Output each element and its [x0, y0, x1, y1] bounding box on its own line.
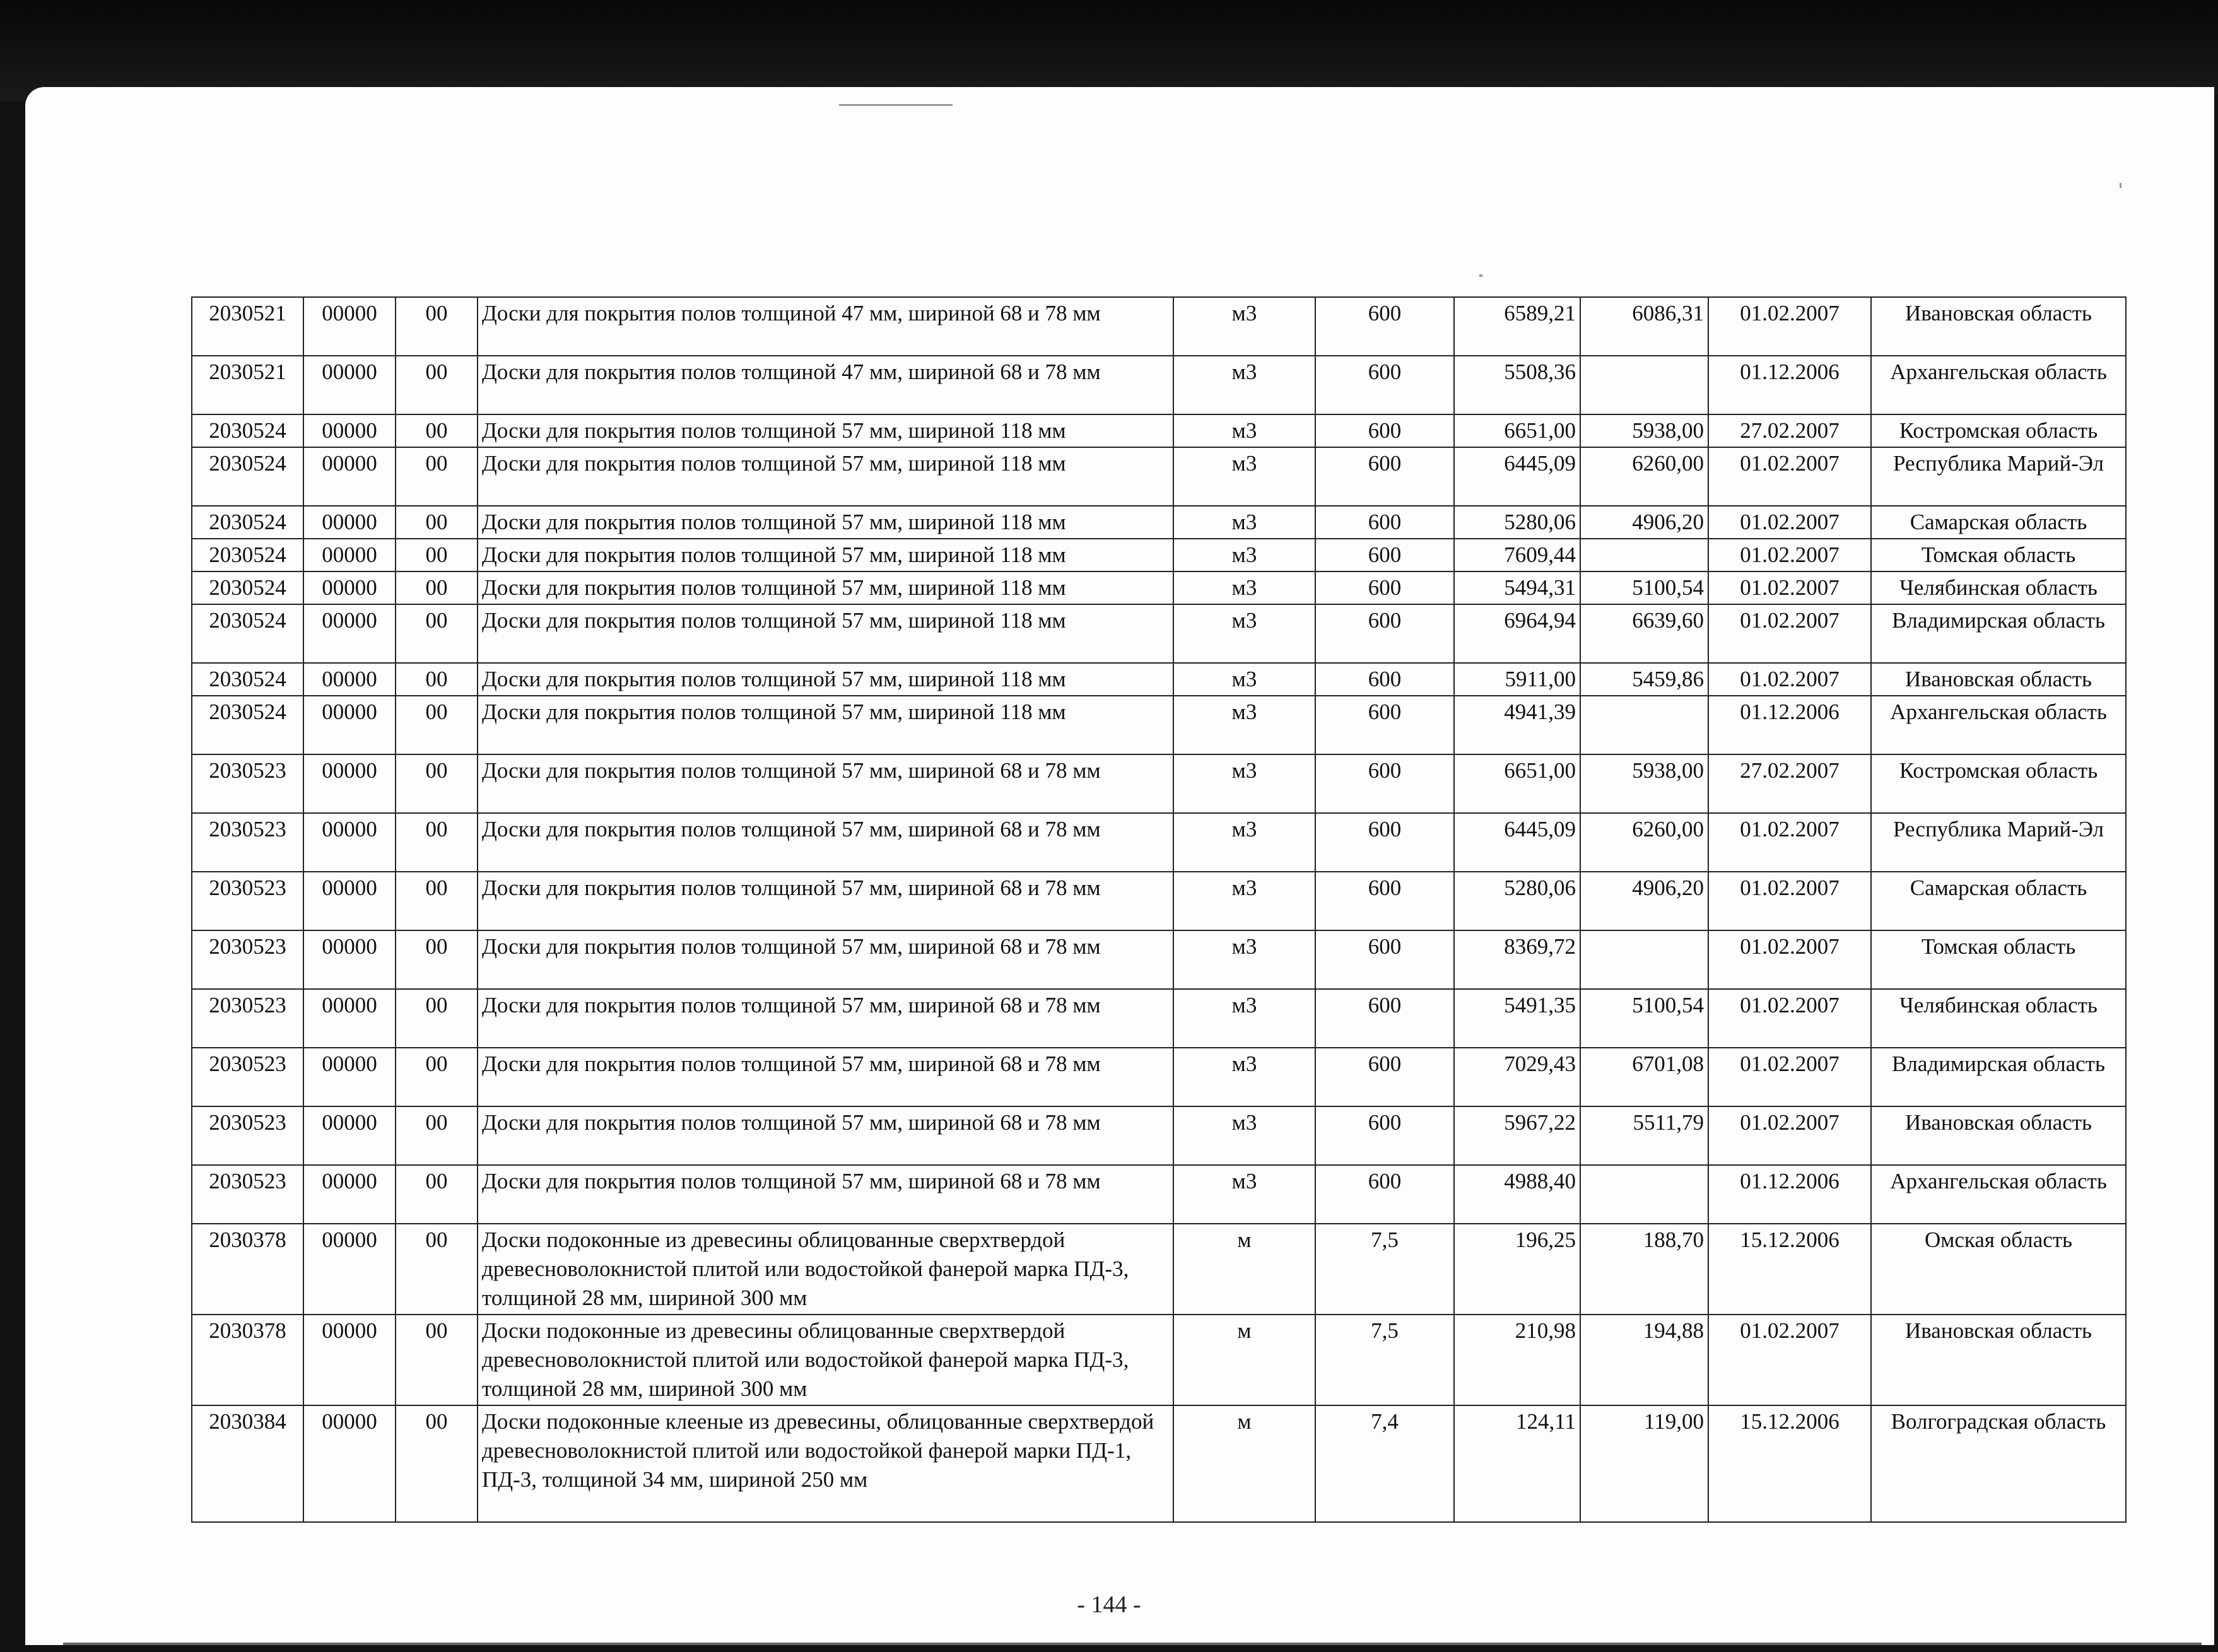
code-cell: 2030523: [192, 989, 303, 1048]
unit-cell: м3: [1173, 447, 1315, 506]
unit-cell: м: [1173, 1315, 1315, 1405]
region-cell: Ивановская область: [1871, 1315, 2126, 1405]
date-cell: 01.02.2007: [1708, 297, 1871, 356]
subcode2-cell: 00: [396, 539, 478, 571]
code-cell: 2030521: [192, 297, 303, 356]
price-cell: 6651,00: [1454, 754, 1580, 813]
price-cell: [1580, 930, 1708, 989]
region-cell: Архангельская область: [1871, 696, 2126, 754]
subcode2-cell: 00: [396, 872, 478, 930]
price-cell: 6445,09: [1454, 447, 1580, 506]
table-row: [192, 1165, 2126, 1224]
subcode2-cell: 00: [396, 447, 478, 506]
quantity-cell: 600: [1315, 447, 1454, 506]
table-row: [192, 447, 2126, 506]
subcode-cell: 00000: [303, 930, 396, 989]
price-cell: 6260,00: [1580, 447, 1708, 506]
table-row: [192, 696, 2126, 754]
quantity-cell: 600: [1315, 754, 1454, 813]
table-row: [192, 663, 2126, 696]
price-cell: 4906,20: [1580, 506, 1708, 539]
region-cell: Ивановская область: [1871, 1106, 2126, 1165]
price-cell: 5100,54: [1580, 571, 1708, 604]
price-cell: 7029,43: [1454, 1048, 1580, 1106]
subcode2-cell: 00: [396, 754, 478, 813]
subcode2-cell: 00: [396, 989, 478, 1048]
description-cell: Доски подоконные из древесины облицованные сверхтвердой древесноволокнистой плитой или водостойкой фанерой марка ПД-3, толщиной 28 мм, шириной 300 мм: [478, 1315, 1173, 1405]
table-row: [192, 1106, 2126, 1165]
subcode2-cell: 00: [396, 930, 478, 989]
description-cell: Доски для покрытия полов толщиной 57 мм, шириной 68 и 78 мм: [478, 1048, 1173, 1106]
subcode2-cell: 00: [396, 1405, 478, 1522]
code-cell: 2030523: [192, 813, 303, 872]
code-cell: 2030524: [192, 447, 303, 506]
price-cell: 5938,00: [1580, 414, 1708, 447]
code-cell: 2030521: [192, 356, 303, 414]
subcode2-cell: 00: [396, 506, 478, 539]
description-cell: Доски для покрытия полов толщиной 57 мм, шириной 68 и 78 мм: [478, 872, 1173, 930]
price-cell: 5938,00: [1580, 754, 1708, 813]
description-cell: Доски подоконные клееные из древесины, облицованные сверхтвердой древесноволокнистой плитой или водостойкой фанерой марки ПД-1, ПД-3, толщиной 34 мм, шириной 250 мм: [478, 1405, 1173, 1522]
quantity-cell: 600: [1315, 813, 1454, 872]
description-cell: Доски для покрытия полов толщиной 57 мм, шириной 68 и 78 мм: [478, 930, 1173, 989]
table-row: [192, 1048, 2126, 1106]
price-cell: 7609,44: [1454, 539, 1580, 571]
subcode2-cell: 00: [396, 1048, 478, 1106]
scan-dark-border: [0, 0, 2218, 101]
table-row: [192, 872, 2126, 930]
table-row: [192, 930, 2126, 989]
date-cell: 01.02.2007: [1708, 1315, 1871, 1405]
date-cell: 01.02.2007: [1708, 447, 1871, 506]
table-row: [192, 989, 2126, 1048]
quantity-cell: 600: [1315, 989, 1454, 1048]
region-cell: Владимирская область: [1871, 604, 2126, 663]
region-cell: Челябинская область: [1871, 989, 2126, 1048]
date-cell: 01.02.2007: [1708, 813, 1871, 872]
date-cell: 01.02.2007: [1708, 539, 1871, 571]
table-row: [192, 571, 2126, 604]
quantity-cell: 600: [1315, 356, 1454, 414]
quantity-cell: 600: [1315, 663, 1454, 696]
unit-cell: м3: [1173, 1048, 1315, 1106]
subcode-cell: 00000: [303, 447, 396, 506]
scan-artifact: [839, 104, 953, 106]
code-cell: 2030523: [192, 1048, 303, 1106]
unit-cell: м3: [1173, 696, 1315, 754]
subcode2-cell: 00: [396, 813, 478, 872]
price-cell: 6589,21: [1454, 297, 1580, 356]
table-row: [192, 754, 2126, 813]
scan-artifact: [2120, 183, 2121, 188]
subcode-cell: 00000: [303, 1224, 396, 1315]
subcode2-cell: 00: [396, 1165, 478, 1224]
price-cell: 5494,31: [1454, 571, 1580, 604]
unit-cell: м3: [1173, 356, 1315, 414]
table-row: [192, 1405, 2126, 1522]
description-cell: Доски подоконные из древесины облицованные сверхтвердой древесноволокнистой плитой или водостойкой фанерой марка ПД-3, толщиной 28 мм, шириной 300 мм: [478, 1224, 1173, 1315]
price-cell: 6651,00: [1454, 414, 1580, 447]
description-cell: Доски для покрытия полов толщиной 47 мм, шириной 68 и 78 мм: [478, 297, 1173, 356]
unit-cell: м3: [1173, 754, 1315, 813]
subcode-cell: 00000: [303, 506, 396, 539]
price-cell: 5508,36: [1454, 356, 1580, 414]
region-cell: Томская область: [1871, 539, 2126, 571]
unit-cell: м3: [1173, 813, 1315, 872]
region-cell: Томская область: [1871, 930, 2126, 989]
description-cell: Доски для покрытия полов толщиной 57 мм, шириной 118 мм: [478, 414, 1173, 447]
date-cell: 01.02.2007: [1708, 872, 1871, 930]
unit-cell: м3: [1173, 297, 1315, 356]
subcode-cell: 00000: [303, 1405, 396, 1522]
subcode-cell: 00000: [303, 754, 396, 813]
quantity-cell: 600: [1315, 604, 1454, 663]
price-cell: 6086,31: [1580, 297, 1708, 356]
quantity-cell: 600: [1315, 930, 1454, 989]
price-cell: [1580, 539, 1708, 571]
description-cell: Доски для покрытия полов толщиной 57 мм, шириной 118 мм: [478, 696, 1173, 754]
date-cell: 01.02.2007: [1708, 1106, 1871, 1165]
price-cell: 4988,40: [1454, 1165, 1580, 1224]
description-cell: Доски для покрытия полов толщиной 57 мм, шириной 68 и 78 мм: [478, 754, 1173, 813]
description-cell: Доски для покрытия полов толщиной 57 мм, шириной 68 и 78 мм: [478, 813, 1173, 872]
table-row: [192, 813, 2126, 872]
subcode-cell: 00000: [303, 1315, 396, 1405]
code-cell: 2030524: [192, 414, 303, 447]
price-cell: 6639,60: [1580, 604, 1708, 663]
subcode2-cell: 00: [396, 571, 478, 604]
date-cell: 01.02.2007: [1708, 989, 1871, 1048]
description-cell: Доски для покрытия полов толщиной 57 мм, шириной 68 и 78 мм: [478, 1165, 1173, 1224]
date-cell: 01.02.2007: [1708, 1048, 1871, 1106]
unit-cell: м3: [1173, 872, 1315, 930]
subcode2-cell: 00: [396, 696, 478, 754]
subcode-cell: 00000: [303, 1106, 396, 1165]
code-cell: 2030524: [192, 604, 303, 663]
table-row: [192, 297, 2126, 356]
quantity-cell: 600: [1315, 1106, 1454, 1165]
quantity-cell: 600: [1315, 1165, 1454, 1224]
code-cell: 2030523: [192, 872, 303, 930]
quantity-cell: 600: [1315, 539, 1454, 571]
date-cell: 15.12.2006: [1708, 1405, 1871, 1522]
page-number: - 144 -: [1077, 1591, 1141, 1618]
unit-cell: м3: [1173, 930, 1315, 989]
region-cell: Архангельская область: [1871, 1165, 2126, 1224]
region-cell: Челябинская область: [1871, 571, 2126, 604]
description-cell: Доски для покрытия полов толщиной 57 мм, шириной 118 мм: [478, 663, 1173, 696]
region-cell: Республика Марий-Эл: [1871, 813, 2126, 872]
unit-cell: м: [1173, 1405, 1315, 1522]
subcode2-cell: 00: [396, 1224, 478, 1315]
price-cell: 210,98: [1454, 1315, 1580, 1405]
region-cell: Костромская область: [1871, 414, 2126, 447]
description-cell: Доски для покрытия полов толщиной 57 мм, шириной 118 мм: [478, 447, 1173, 506]
unit-cell: м3: [1173, 414, 1315, 447]
region-cell: Ивановская область: [1871, 663, 2126, 696]
date-cell: 01.02.2007: [1708, 506, 1871, 539]
price-cell: 5511,79: [1580, 1106, 1708, 1165]
table-row: [192, 356, 2126, 414]
subcode-cell: 00000: [303, 539, 396, 571]
price-cell: 194,88: [1580, 1315, 1708, 1405]
table-row: [192, 604, 2126, 663]
code-cell: 2030523: [192, 930, 303, 989]
region-cell: Архангельская область: [1871, 356, 2126, 414]
subcode2-cell: 00: [396, 1315, 478, 1405]
price-cell: 5280,06: [1454, 872, 1580, 930]
date-cell: 27.02.2007: [1708, 754, 1871, 813]
table-row: [192, 1224, 2126, 1315]
subcode-cell: 00000: [303, 297, 396, 356]
date-cell: 27.02.2007: [1708, 414, 1871, 447]
region-cell: Костромская область: [1871, 754, 2126, 813]
code-cell: 2030378: [192, 1224, 303, 1315]
date-cell: 01.02.2007: [1708, 571, 1871, 604]
subcode2-cell: 00: [396, 663, 478, 696]
unit-cell: м3: [1173, 1106, 1315, 1165]
subcode2-cell: 00: [396, 414, 478, 447]
subcode-cell: 00000: [303, 663, 396, 696]
quantity-cell: 600: [1315, 297, 1454, 356]
description-cell: Доски для покрытия полов толщиной 47 мм, шириной 68 и 78 мм: [478, 356, 1173, 414]
price-cell: 5280,06: [1454, 506, 1580, 539]
price-table: [191, 296, 2127, 1523]
region-cell: Самарская область: [1871, 872, 2126, 930]
quantity-cell: 7,5: [1315, 1315, 1454, 1405]
price-cell: 6260,00: [1580, 813, 1708, 872]
quantity-cell: 7,5: [1315, 1224, 1454, 1315]
subcode2-cell: 00: [396, 1106, 478, 1165]
code-cell: 2030524: [192, 663, 303, 696]
code-cell: 2030524: [192, 571, 303, 604]
date-cell: 01.12.2006: [1708, 696, 1871, 754]
price-cell: 5491,35: [1454, 989, 1580, 1048]
subcode-cell: 00000: [303, 356, 396, 414]
description-cell: Доски для покрытия полов толщиной 57 мм, шириной 118 мм: [478, 506, 1173, 539]
subcode-cell: 00000: [303, 571, 396, 604]
subcode2-cell: 00: [396, 297, 478, 356]
table-row: [192, 539, 2126, 571]
subcode-cell: 00000: [303, 414, 396, 447]
unit-cell: м3: [1173, 506, 1315, 539]
region-cell: Владимирская область: [1871, 1048, 2126, 1106]
description-cell: Доски для покрытия полов толщиной 57 мм, шириной 118 мм: [478, 604, 1173, 663]
price-cell: [1580, 1165, 1708, 1224]
description-cell: Доски для покрытия полов толщиной 57 мм, шириной 118 мм: [478, 539, 1173, 571]
unit-cell: м3: [1173, 663, 1315, 696]
price-cell: 8369,72: [1454, 930, 1580, 989]
unit-cell: м3: [1173, 539, 1315, 571]
price-cell: 124,11: [1454, 1405, 1580, 1522]
code-cell: 2030523: [192, 754, 303, 813]
price-cell: 5911,00: [1454, 663, 1580, 696]
subcode-cell: 00000: [303, 696, 396, 754]
price-cell: 4906,20: [1580, 872, 1708, 930]
price-cell: 5967,22: [1454, 1106, 1580, 1165]
code-cell: 2030524: [192, 696, 303, 754]
price-cell: 5100,54: [1580, 989, 1708, 1048]
region-cell: Волгоградская область: [1871, 1405, 2126, 1522]
subcode-cell: 00000: [303, 989, 396, 1048]
description-cell: Доски для покрытия полов толщиной 57 мм, шириной 118 мм: [478, 571, 1173, 604]
price-cell: 6964,94: [1454, 604, 1580, 663]
code-cell: 2030523: [192, 1165, 303, 1224]
quantity-cell: 600: [1315, 1048, 1454, 1106]
price-cell: [1580, 696, 1708, 754]
date-cell: 01.02.2007: [1708, 663, 1871, 696]
code-cell: 2030378: [192, 1315, 303, 1405]
subcode2-cell: 00: [396, 356, 478, 414]
subcode-cell: 00000: [303, 1048, 396, 1106]
table-row: [192, 1315, 2126, 1405]
quantity-cell: 600: [1315, 571, 1454, 604]
quantity-cell: 600: [1315, 872, 1454, 930]
date-cell: 01.12.2006: [1708, 356, 1871, 414]
subcode-cell: 00000: [303, 604, 396, 663]
quantity-cell: 600: [1315, 696, 1454, 754]
date-cell: 01.02.2007: [1708, 604, 1871, 663]
price-cell: 188,70: [1580, 1224, 1708, 1315]
unit-cell: м3: [1173, 604, 1315, 663]
code-cell: 2030384: [192, 1405, 303, 1522]
unit-cell: м3: [1173, 989, 1315, 1048]
code-cell: 2030524: [192, 506, 303, 539]
date-cell: 01.12.2006: [1708, 1165, 1871, 1224]
quantity-cell: 7,4: [1315, 1405, 1454, 1522]
table-row: [192, 506, 2126, 539]
scan-artifact: [1479, 274, 1482, 277]
date-cell: 01.02.2007: [1708, 930, 1871, 989]
price-cell: 196,25: [1454, 1224, 1580, 1315]
code-cell: 2030524: [192, 539, 303, 571]
price-cell: 6445,09: [1454, 813, 1580, 872]
region-cell: Омская область: [1871, 1224, 2126, 1315]
scan-bottom-edge: [63, 1643, 2202, 1645]
unit-cell: м3: [1173, 571, 1315, 604]
quantity-cell: 600: [1315, 414, 1454, 447]
subcode-cell: 00000: [303, 813, 396, 872]
region-cell: Ивановская область: [1871, 297, 2126, 356]
table-row: [192, 414, 2126, 447]
description-cell: Доски для покрытия полов толщиной 57 мм, шириной 68 и 78 мм: [478, 1106, 1173, 1165]
price-cell: [1580, 356, 1708, 414]
subcode-cell: 00000: [303, 872, 396, 930]
region-cell: Республика Марий-Эл: [1871, 447, 2126, 506]
price-cell: 4941,39: [1454, 696, 1580, 754]
code-cell: 2030523: [192, 1106, 303, 1165]
region-cell: Самарская область: [1871, 506, 2126, 539]
price-cell: 119,00: [1580, 1405, 1708, 1522]
date-cell: 15.12.2006: [1708, 1224, 1871, 1315]
description-cell: Доски для покрытия полов толщиной 57 мм, шириной 68 и 78 мм: [478, 989, 1173, 1048]
unit-cell: м: [1173, 1224, 1315, 1315]
quantity-cell: 600: [1315, 506, 1454, 539]
price-cell: 5459,86: [1580, 663, 1708, 696]
unit-cell: м3: [1173, 1165, 1315, 1224]
price-cell: 6701,08: [1580, 1048, 1708, 1106]
subcode-cell: 00000: [303, 1165, 396, 1224]
subcode2-cell: 00: [396, 604, 478, 663]
